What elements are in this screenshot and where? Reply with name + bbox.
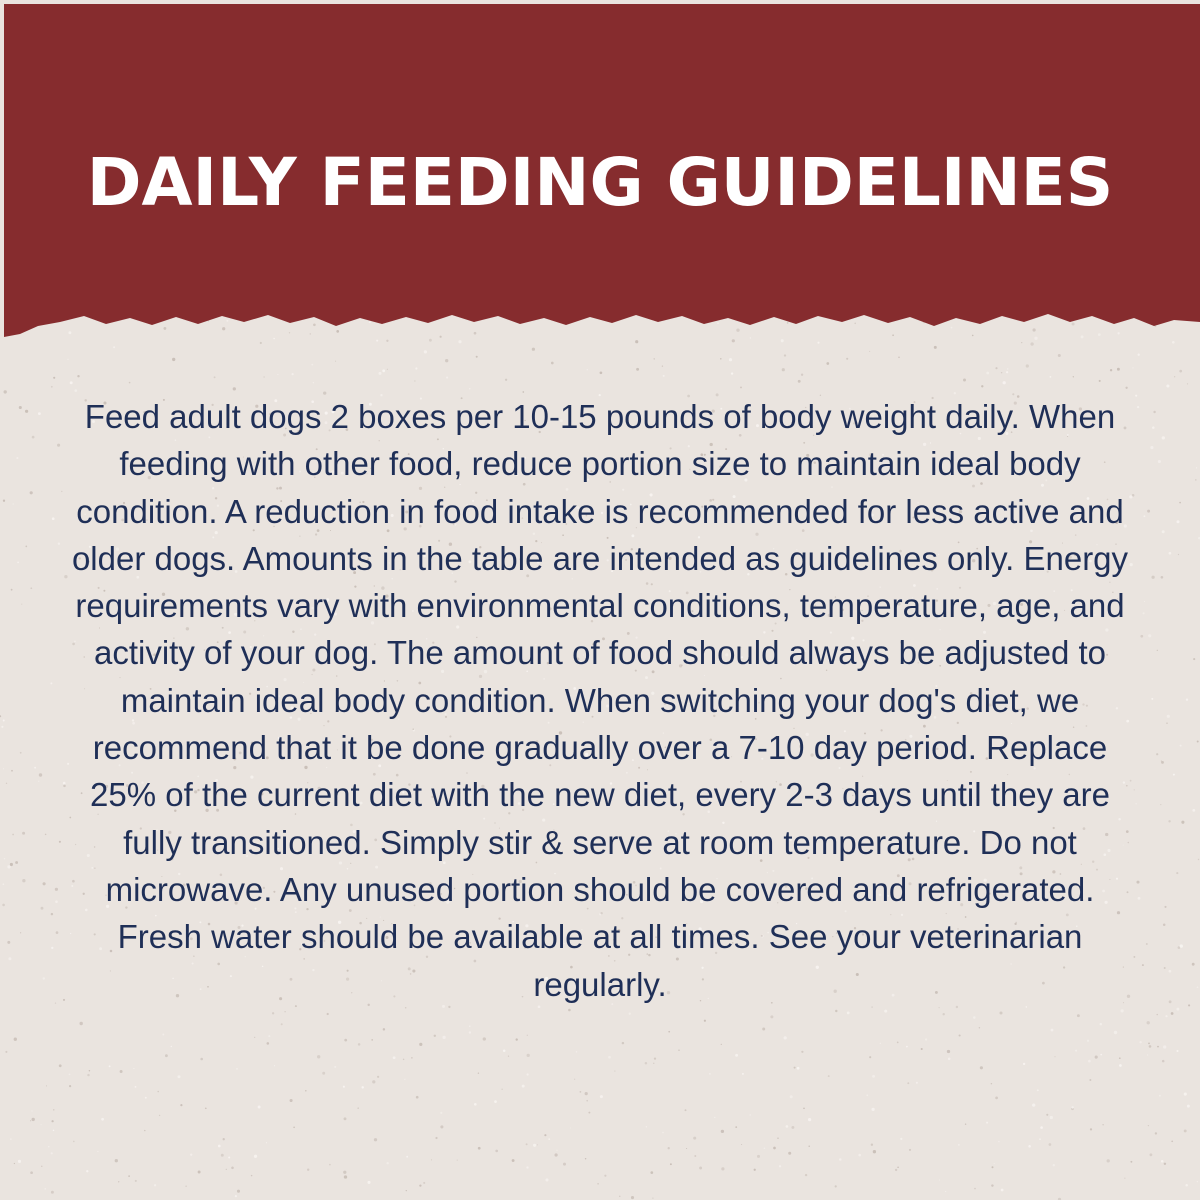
- feeding-instructions-text: Feed adult dogs 2 boxes per 10-15 pounds of body weight daily. When feeding with other food, reduce portion size to maintain ideal body condition. A reduction in food intake is recommended for less active and older dogs. Amounts in the table are intended as guidelines only. Energy requirements vary with environmental conditions, temperature, age, and activity of your dog. The amount of food should always be adjusted to maintain ideal body condition. When switching your dog's diet, we recommend that it be done gradually over a 7-10 day period. Replace 25% of the current diet with the new diet, every 2-3 days until they are fully transitioned. Simply stir & serve at room temperature. Do not microwave. Any unused portion should be covered and refrigerated. Fresh water should be available at all times. See your veterinarian regularly.: [71, 398, 1129, 1003]
- page-title: DAILY FEEDING GUIDELINES: [86, 144, 1114, 221]
